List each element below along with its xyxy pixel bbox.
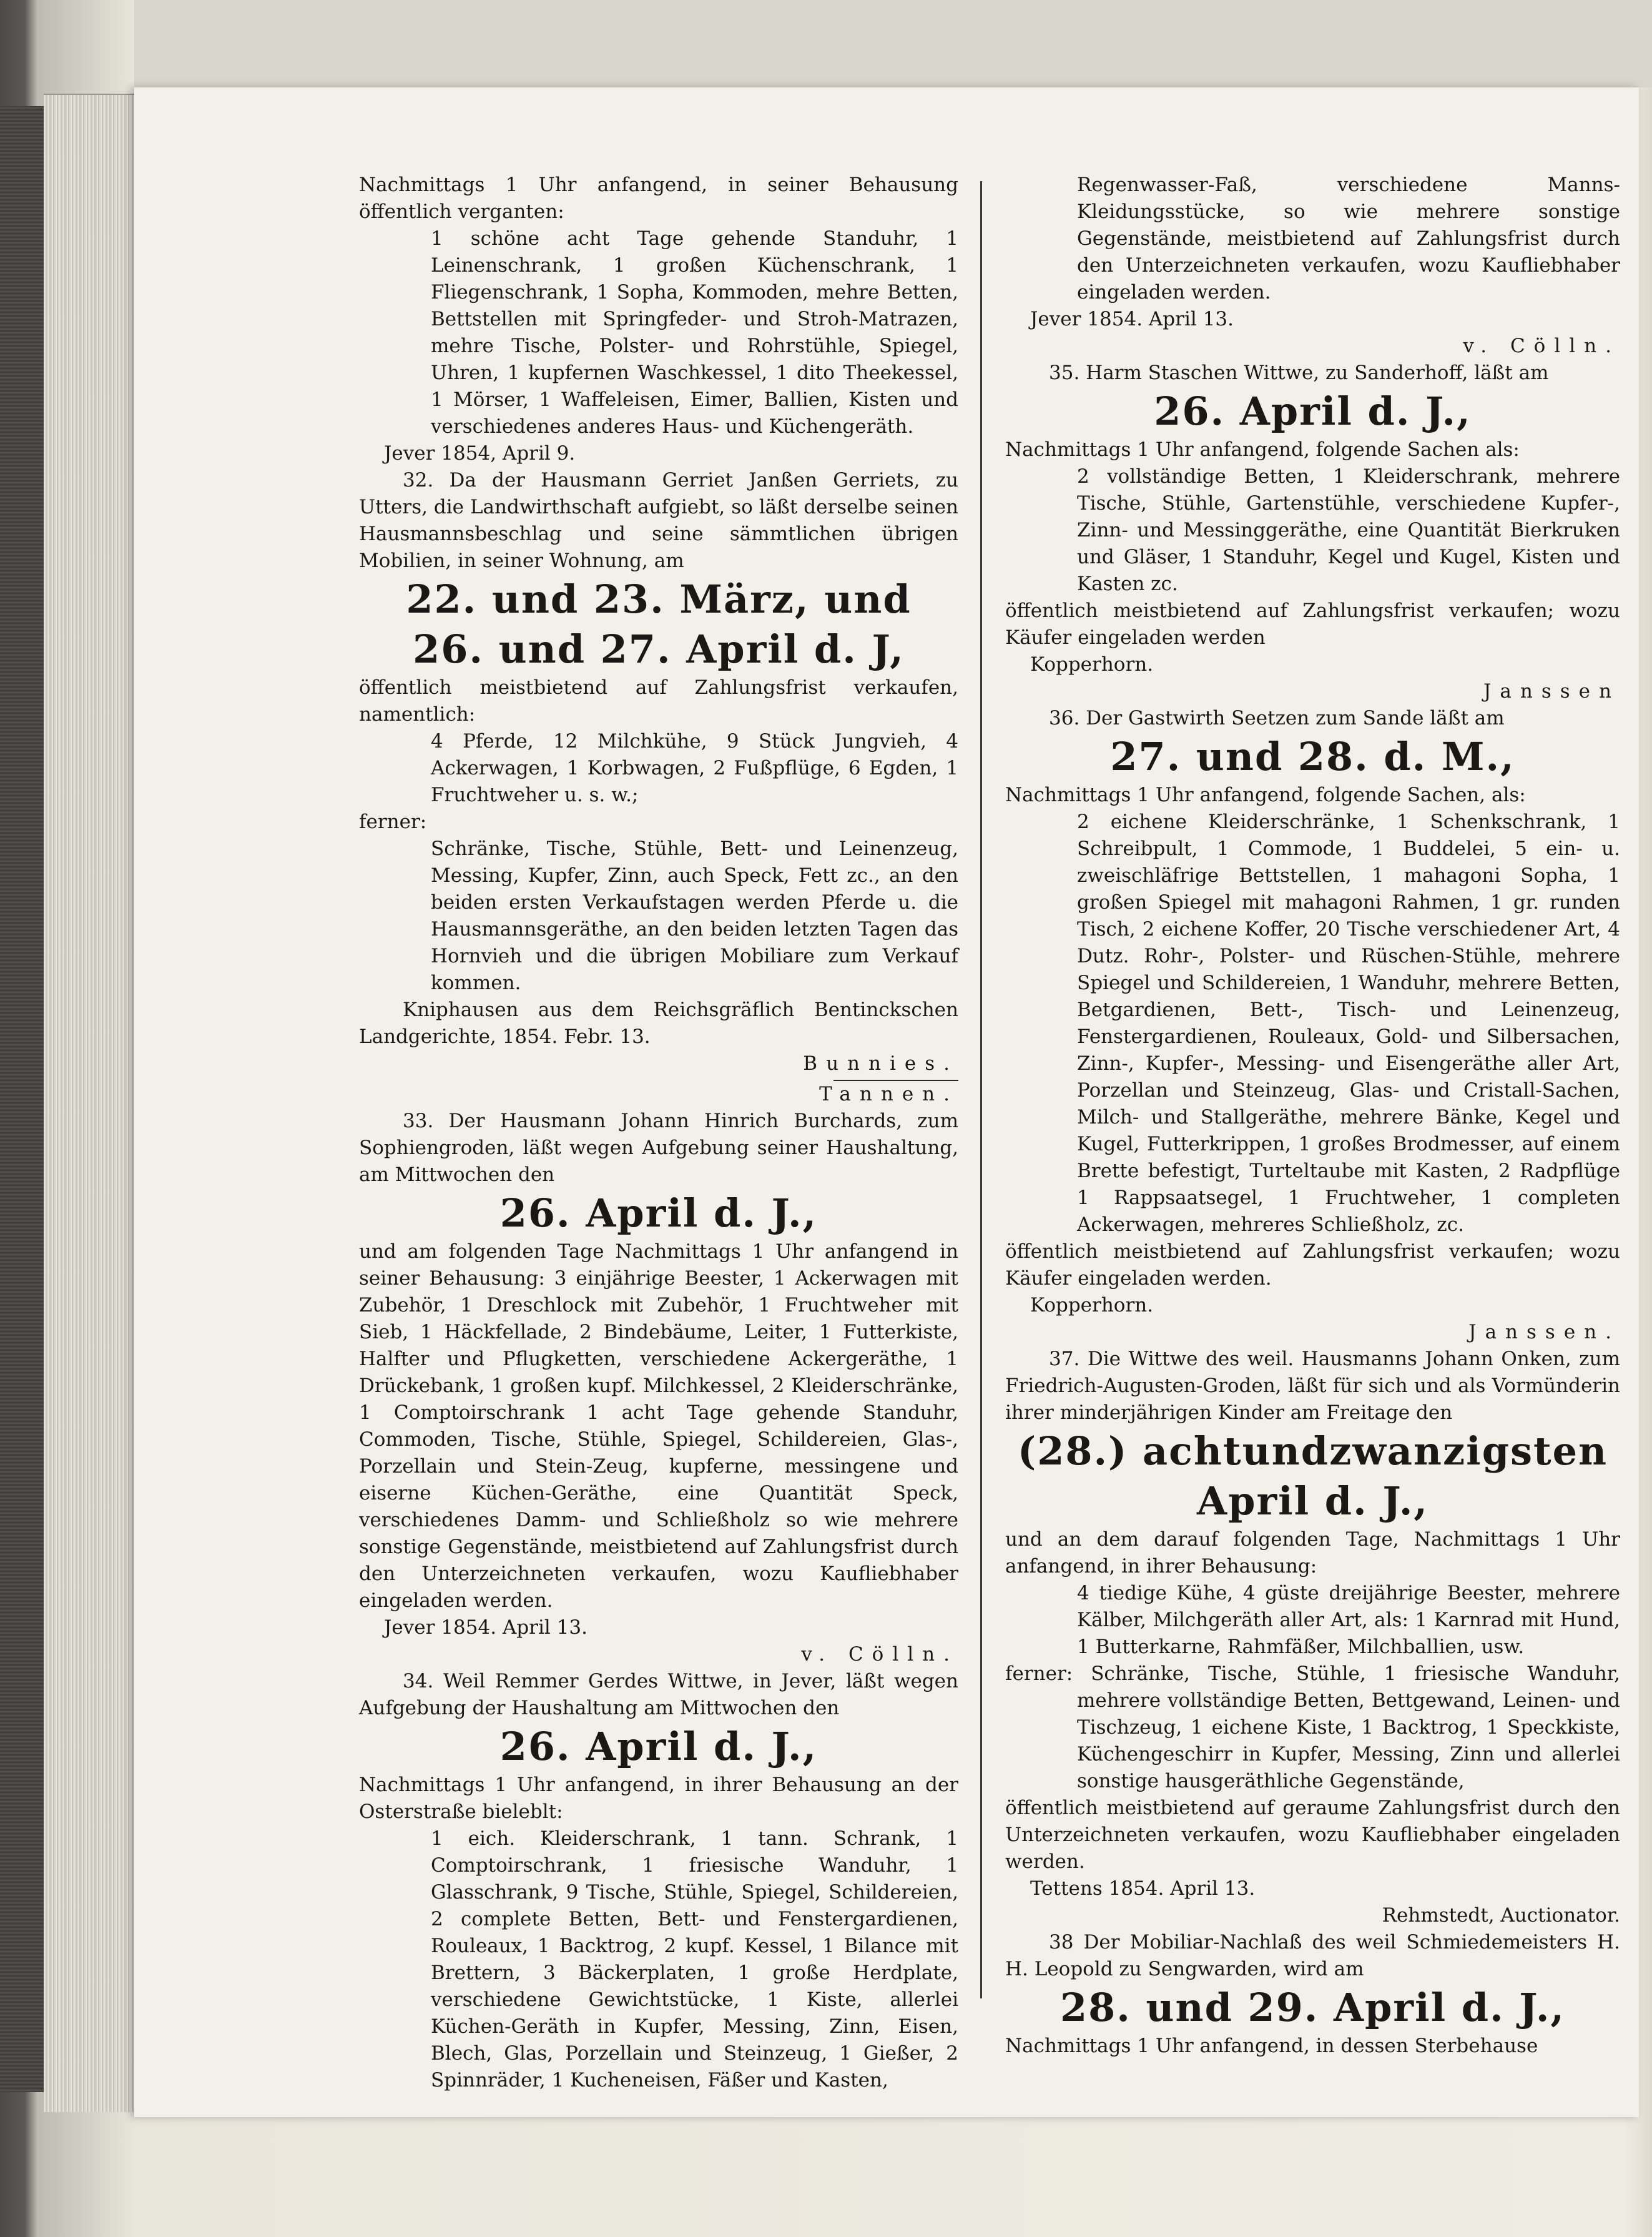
notice-35-place: Kopperhorn.	[1030, 653, 1154, 676]
notice-35-signature: Janssen	[1483, 680, 1620, 703]
notice-37-livestock-list: 4 tiedige Kühe, 4 güste dreijährige Beester, mehrere Kälber, Milchgeräth aller Art, als: 1 Karnrad mit Hund, 1 Butterkarne, Rahmfäßer, Milchballien, usw.	[1077, 1582, 1620, 1658]
notice-32-livestock-list: 4 Pferde, 12 Milchkühe, 9 Stück Jungvieh, 4 Ackerwagen, 1 Korbwagen, 2 Fußpflüge, 6 Egden, 1 Fruchtweher u. s. w.;	[431, 730, 958, 806]
scan-top-margin	[134, 0, 1652, 87]
notice-34-item-list: 1 eich. Kleiderschrank, 1 tann. Schrank, 1 Comptoirschrank, 1 friesische Wanduhr, 1 Glasschrank, 9 Tische, Stühle, Spiegel, Schildereien, 2 complete Betten, Bett- und Fenstergardienen, Rouleaux, 1 Backtrog, 2 kupf. Kessel, 1 Bilance mit Brettern, 3 Bäckerplaten, 1 große Herdplate, verschiedene Gewichtstücke, 1 Kiste, allerlei Küchen-Geräth in Kupfer, Messing, Zinn, Eisen, Blech, Glas, Porzellain und Steinzeug, 1 Gießer, 2 Spinnräder, 1 Kucheneisen, Fäßer und Kasten,	[431, 1827, 958, 2091]
notice-35-item-list: 2 vollständige Betten, 1 Kleiderschrank, mehrere Tische, Stühle, Gartenstühle, verschiedene Kupfer-, Zinn- und Messinggeräthe, eine Quantität Bierkruken und Gläser, 1 Standuhr, Kegel und Kugel, Kisten und Kasten zc.	[1077, 465, 1620, 595]
column-divider	[980, 181, 982, 1998]
notice-32-ferner: ferner:	[359, 811, 427, 833]
right-column	[1005, 172, 1620, 2060]
notice-34-text: 34. Weil Remmer Gerdes Wittwe, in Jever, läßt wegen Aufgebung der Haushaltung am Mittwochen den	[359, 1670, 958, 1719]
notice-33-text: 33. Der Hausmann Johann Hinrich Burchards, zum Sophiengroden, läßt wegen Aufgebung seiner Haushaltung, am Mittwochen den	[359, 1110, 958, 1186]
notice-36-sale-terms: öffentlich meistbietend auf Zahlungsfrist verkaufen; wozu Käufer eingeladen werden.	[1005, 1240, 1620, 1290]
notice-36-place: Kopperhorn.	[1030, 1294, 1154, 1316]
notice-33-signature: v. Cölln.	[801, 1643, 958, 1666]
left-column	[359, 172, 958, 2094]
notice-32-date-line-2: 26. und 27. April d. J,	[413, 626, 905, 672]
notice-35-sale-terms: öffentlich meistbietend auf Zahlungsfrist verkaufen; wozu Käufer eingeladen werden	[1005, 600, 1620, 649]
notice-37-ferner-list: ferner: Schränke, Tische, Stühle, 1 friesische Wanduhr, mehrere vollständige Betten, Bettgewand, Leinen- und Tischzeug, 1 eichene Kiste, 1 Backtrog, 1 Speckkiste, Küchengeschirr in Kupfer, Messing, Zinn und allerlei sonstige hausgeräthliche Gegenstände,	[1005, 1662, 1620, 1792]
notice-37-signature: Rehmstedt, Auctionator.	[1382, 1904, 1620, 1927]
notice-38-text: 38 Der Mobiliar-Nachlaß des weil Schmiedemeisters H. H. Leopold zu Sengwarden, wird am	[1005, 1931, 1620, 1980]
notice-37-place-date: Tettens 1854. April 13.	[1030, 1877, 1256, 1900]
book-spine	[0, 106, 44, 2092]
notice-32-signature-2: Tannen.	[819, 1083, 958, 1105]
notice-32-text: 32. Da der Hausmann Gerriet Janßen Gerriets, zu Utters, die Landwirthschaft aufgiebt, so läßt derselbe seinen Hausmannsbeschlag und seine sämmtlichen übrigen Mobilien, in seiner Wohnung, am	[359, 469, 958, 572]
notice-35-date: 26. April d. J.,	[1154, 388, 1472, 434]
notice-37-body: und an dem darauf folgenden Tage, Nachmittags 1 Uhr anfangend, in ihrer Behausung:	[1005, 1528, 1620, 1578]
notice-36-signature: Janssen.	[1468, 1321, 1620, 1343]
notice-35-body: Nachmittags 1 Uhr anfangend, folgende Sachen als:	[1005, 438, 1520, 461]
notice-36-item-list: 2 eichene Kleiderschränke, 1 Schenkschrank, 1 Schreibpult, 1 Commode, 1 Buddelei, 5 ein- u. zweischläfrige Bettstellen, 1 mahagoni Sopha, 1 großen Spiegel mit mahagoni Rahmen, 1 gr. runden Tisch, 2 eichene Koffer, 20 Tische verschiedener Art, 4 Dutz. Rohr-, Polster- und Rüschen-Stühle, mehrere Spiegel und Schildereien, 1 Wanduhr, mehrere Betten, Betgardienen, Bett-, Tisch- und Leinenzeug, Fenstergardienen, Rouleaux, Gold- und Silbersachen, Zinn-, Kupfer-, Messing- und Eisengeräthe aller Art, Porzellan und Steinzeug, Glas- und Cristall-Sachen, Milch- und Stallgeräthe, mehrere Bänke, Kegel und Kugel, Futterkrippen, 1 großes Brodmesser, auf einem Brette befestigt, Turteltaube mit Kasten, 2 Radpflüge 1 Rappsaatsegel, 1 Fruchtweher, 1 completen Ackerwagen, mehreres Schließholz, zc.	[1077, 811, 1620, 1236]
notice-38-date: 28. und 29. April d. J.,	[1060, 1985, 1565, 2030]
notice-32-signature: Bunnies.	[803, 1052, 958, 1075]
page-edges	[44, 94, 137, 2112]
notice-32-place-date: Kniphausen aus dem Reichsgräflich Bentinckschen Landgerichte, 1854. Febr. 13.	[359, 999, 958, 1048]
notice-33-body: und am folgenden Tage Nachmittags 1 Uhr anfangend in seiner Behausung: 3 einjährige Beester, 1 Ackerwagen mit Zubehör, 1 Dreschlock mit Zubehör, 1 Fruchtweher mit Sieb, 1 Häckfellade, 2 Bindebäume, Leiter, 1 Futterkiste, Halfter und Pflugketten, verschiedene Ackergeräthe, 1 Drückebank, 1 großen kupf. Milchkessel, 2 Kleiderschränke, 1 Comptoirschrank 1 acht Tage gehende Standuhr, Commoden, Tische, Stühle, Spiegel, Schildereien, Glas-, Porzellain und Stein-Zeug, kupferne, messingene und eiserne Küchen-Geräthe, eine Quantität Speck, verschiedenes Damm- und Schließholz so wie mehrere sonstige Gegenstände, meistbietend auf Zahlungsfrist durch den Unterzeichneten verkaufen, wozu Kaufliebhaber eingeladen werden.	[359, 1240, 958, 1612]
notice-37-date: (28.) achtundzwanzigsten April d. J.,	[1017, 1428, 1608, 1524]
notice-38-body: Nachmittags 1 Uhr anfangend, in dessen Sterbehause	[1005, 2035, 1538, 2057]
notice-37-text: 37. Die Wittwe des weil. Hausmanns Johann Onken, zum Friedrich-Augusten-Groden, läßt für sich und als Vormünderin ihrer minderjährigen Kinder am Freitage den	[1005, 1348, 1620, 1424]
notice-34-date: 26. April d. J.,	[499, 1724, 818, 1769]
notice-36-date: 27. und 28. d. M.,	[1110, 734, 1515, 779]
notice-31-continuation: Nachmittags 1 Uhr anfangend, in seiner Behausung öffentlich verganten:	[359, 174, 958, 223]
notice-36-text: 36. Der Gastwirth Seetzen zum Sande läßt am	[1049, 707, 1505, 729]
notice-33-place-date: Jever 1854. April 13.	[384, 1616, 588, 1639]
notice-31-place-date: Jever 1854, April 9.	[384, 442, 576, 465]
notice-33-date: 26. April d. J.,	[499, 1190, 818, 1236]
notice-34-continuation: Regenwasser-Faß, verschiedene Manns-Kleidungsstücke, so wie mehrere sonstige Gegenstände, meistbietend auf Zahlungsfrist durch den Unterzeichneten verkaufen, wozu Kaufliebhaber eingeladen werden.	[1077, 174, 1620, 304]
notice-34-signature: v. Cölln.	[1463, 335, 1620, 357]
notice-32-furniture-list: Schränke, Tische, Stühle, Bett- und Leinenzeug, Messing, Kupfer, Zinn, auch Speck, Fett zc., an den beiden ersten Verkaufstagen werden Pferde u. die Hausmannsgeräthe, an den beiden letzten Tagen das Hornvieh und die übrigen Mobiliare zum Verkauf kommen.	[431, 837, 958, 994]
notice-31-item-list: 1 schöne acht Tage gehende Standuhr, 1 Leinenschrank, 1 großen Küchenschrank, 1 Fliegenschrank, 1 Sopha, Kommoden, mehre Betten, Bettstellen mit Springfeder- und Stroh-Matrazen, mehre Tische, Polster- und Rohrstühle, Spiegel, Uhren, 1 kupfernen Waschkessel, 1 dito Theekessel, 1 Mörser, 1 Waffeleisen, Eimer, Ballien, Kisten und verschiedenes anderes Haus- und Küchengeräth.	[431, 227, 958, 438]
notice-36-body: Nachmittags 1 Uhr anfangend, folgende Sachen, als:	[1005, 784, 1526, 806]
notice-32-sale-terms: öffentlich meistbietend auf Zahlungsfrist verkaufen, namentlich:	[359, 676, 958, 726]
notice-34-place-date: Jever 1854. April 13.	[1030, 308, 1234, 330]
notice-34-body: Nachmittags 1 Uhr anfangend, in ihrer Behausung an der Osterstraße bieleblt:	[359, 1774, 958, 1823]
notice-32-date-line-1: 22. und 23. März, und	[406, 576, 912, 622]
notice-35-text: 35. Harm Staschen Wittwe, zu Sanderhoff, läßt am	[1049, 362, 1549, 384]
notice-37-sale-terms: öffentlich meistbietend auf geraume Zahlungsfrist durch den Unterzeichneten verkaufen, wozu Kaufliebhaber eingeladen werden.	[1005, 1797, 1620, 1873]
